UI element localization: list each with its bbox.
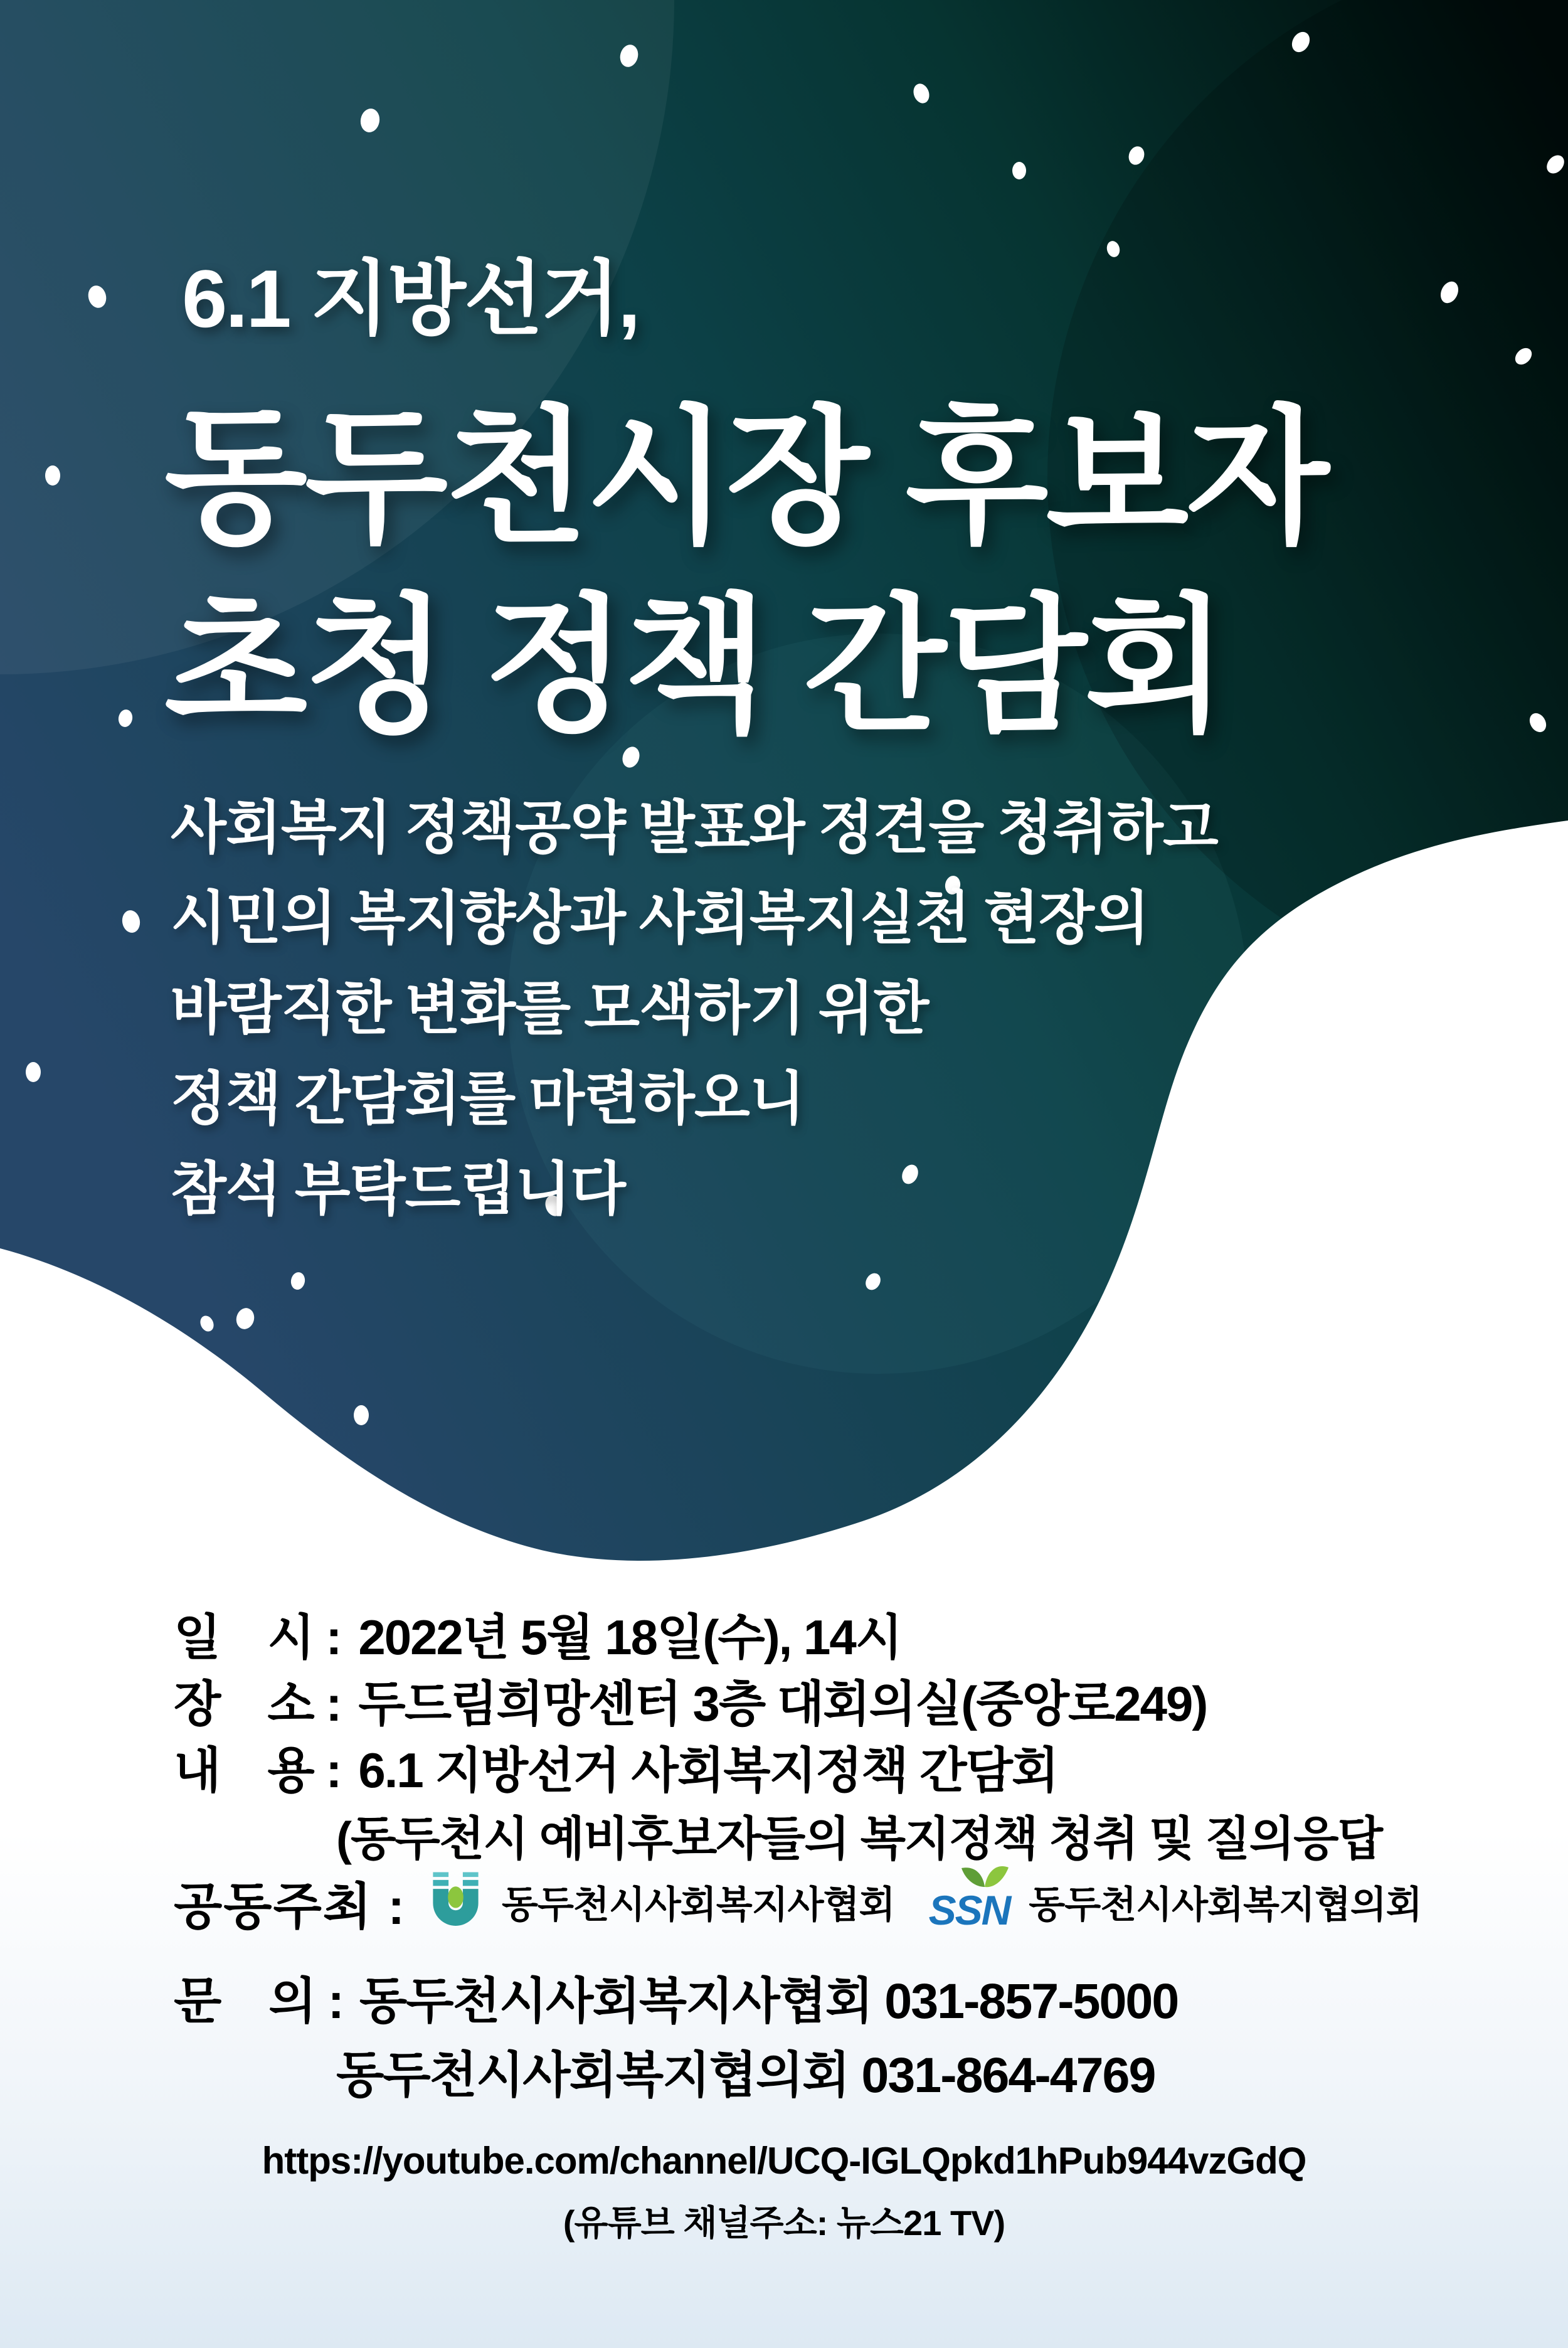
venue-label: 장 소 :: [174, 1676, 341, 1731]
datetime-label: 일 시 :: [174, 1610, 341, 1665]
topic-value: 6.1 지방선거 사회복지정책 간담회: [358, 1743, 1058, 1798]
intro-line: 정책 간담회를 마련하오니: [171, 1067, 805, 1131]
inquiry-phone-council: 동두천시사회복지협의회 031-864-4769: [336, 2047, 1155, 2103]
main-title: [164, 384, 1327, 760]
intro-paragraph: [171, 783, 1218, 1235]
youtube-channel-note: (유튜브 채널주소: 뉴스21 TV): [563, 2203, 1005, 2243]
topic-subnote: (동두천시 예비후보자들의 복지정책 청취 및 질의응답: [336, 1812, 1382, 1865]
cohost-label: 공동주최 :: [174, 1878, 406, 1935]
cohost-row: [174, 1864, 1422, 1940]
datetime-value: 2022년 5월 18일(수), 14시: [358, 1610, 902, 1665]
detail-row-datetime: [174, 1598, 901, 1669]
intro-line: 참석 부탁드립니다: [171, 1157, 625, 1221]
inquiry-row: [174, 1961, 1178, 2032]
detail-row-venue: [174, 1665, 1207, 1735]
intro-line: 시민의 복지향상과 사회복지실천 현장의: [171, 886, 1149, 950]
eyebrow-title: 6.1 지방선거,: [182, 253, 639, 344]
main-title-line2: 초청 정책 간담회: [164, 583, 1225, 749]
social-worker-association-logo-icon: [426, 1871, 485, 1933]
ssn-logo-text: SSN: [928, 1887, 1010, 1933]
inquiry-label: 문 의 :: [174, 1973, 343, 2029]
cohost-org2-name: 동두천시사회복지협의회: [1029, 1884, 1422, 1926]
main-title-line1: 동두천시장 후보자: [164, 395, 1327, 561]
ssn-leaf-icon: [957, 1863, 1011, 1888]
youtube-channel-link[interactable]: https://youtube.com/channel/UCQ-IGLQpkd1hPub944vzGdQ: [262, 2140, 1306, 2182]
topic-label: 내 용 :: [174, 1743, 341, 1798]
inquiry-phone-association: 동두천시사회복지사협회 031-857-5000: [359, 1973, 1179, 2029]
ssn-council-logo: [929, 1873, 1010, 1931]
detail-row-topic: [174, 1731, 1057, 1802]
cohost-org1-name: 동두천시사회복지사협회: [502, 1884, 895, 1926]
intro-line: 사회복지 정책공약 발표와 정견을 청취하고: [171, 796, 1218, 860]
venue-value: 두드림희망센터 3층 대회의실(중앙로249): [358, 1676, 1207, 1731]
intro-line: 바람직한 변화를 모색하기 위한: [171, 977, 929, 1041]
